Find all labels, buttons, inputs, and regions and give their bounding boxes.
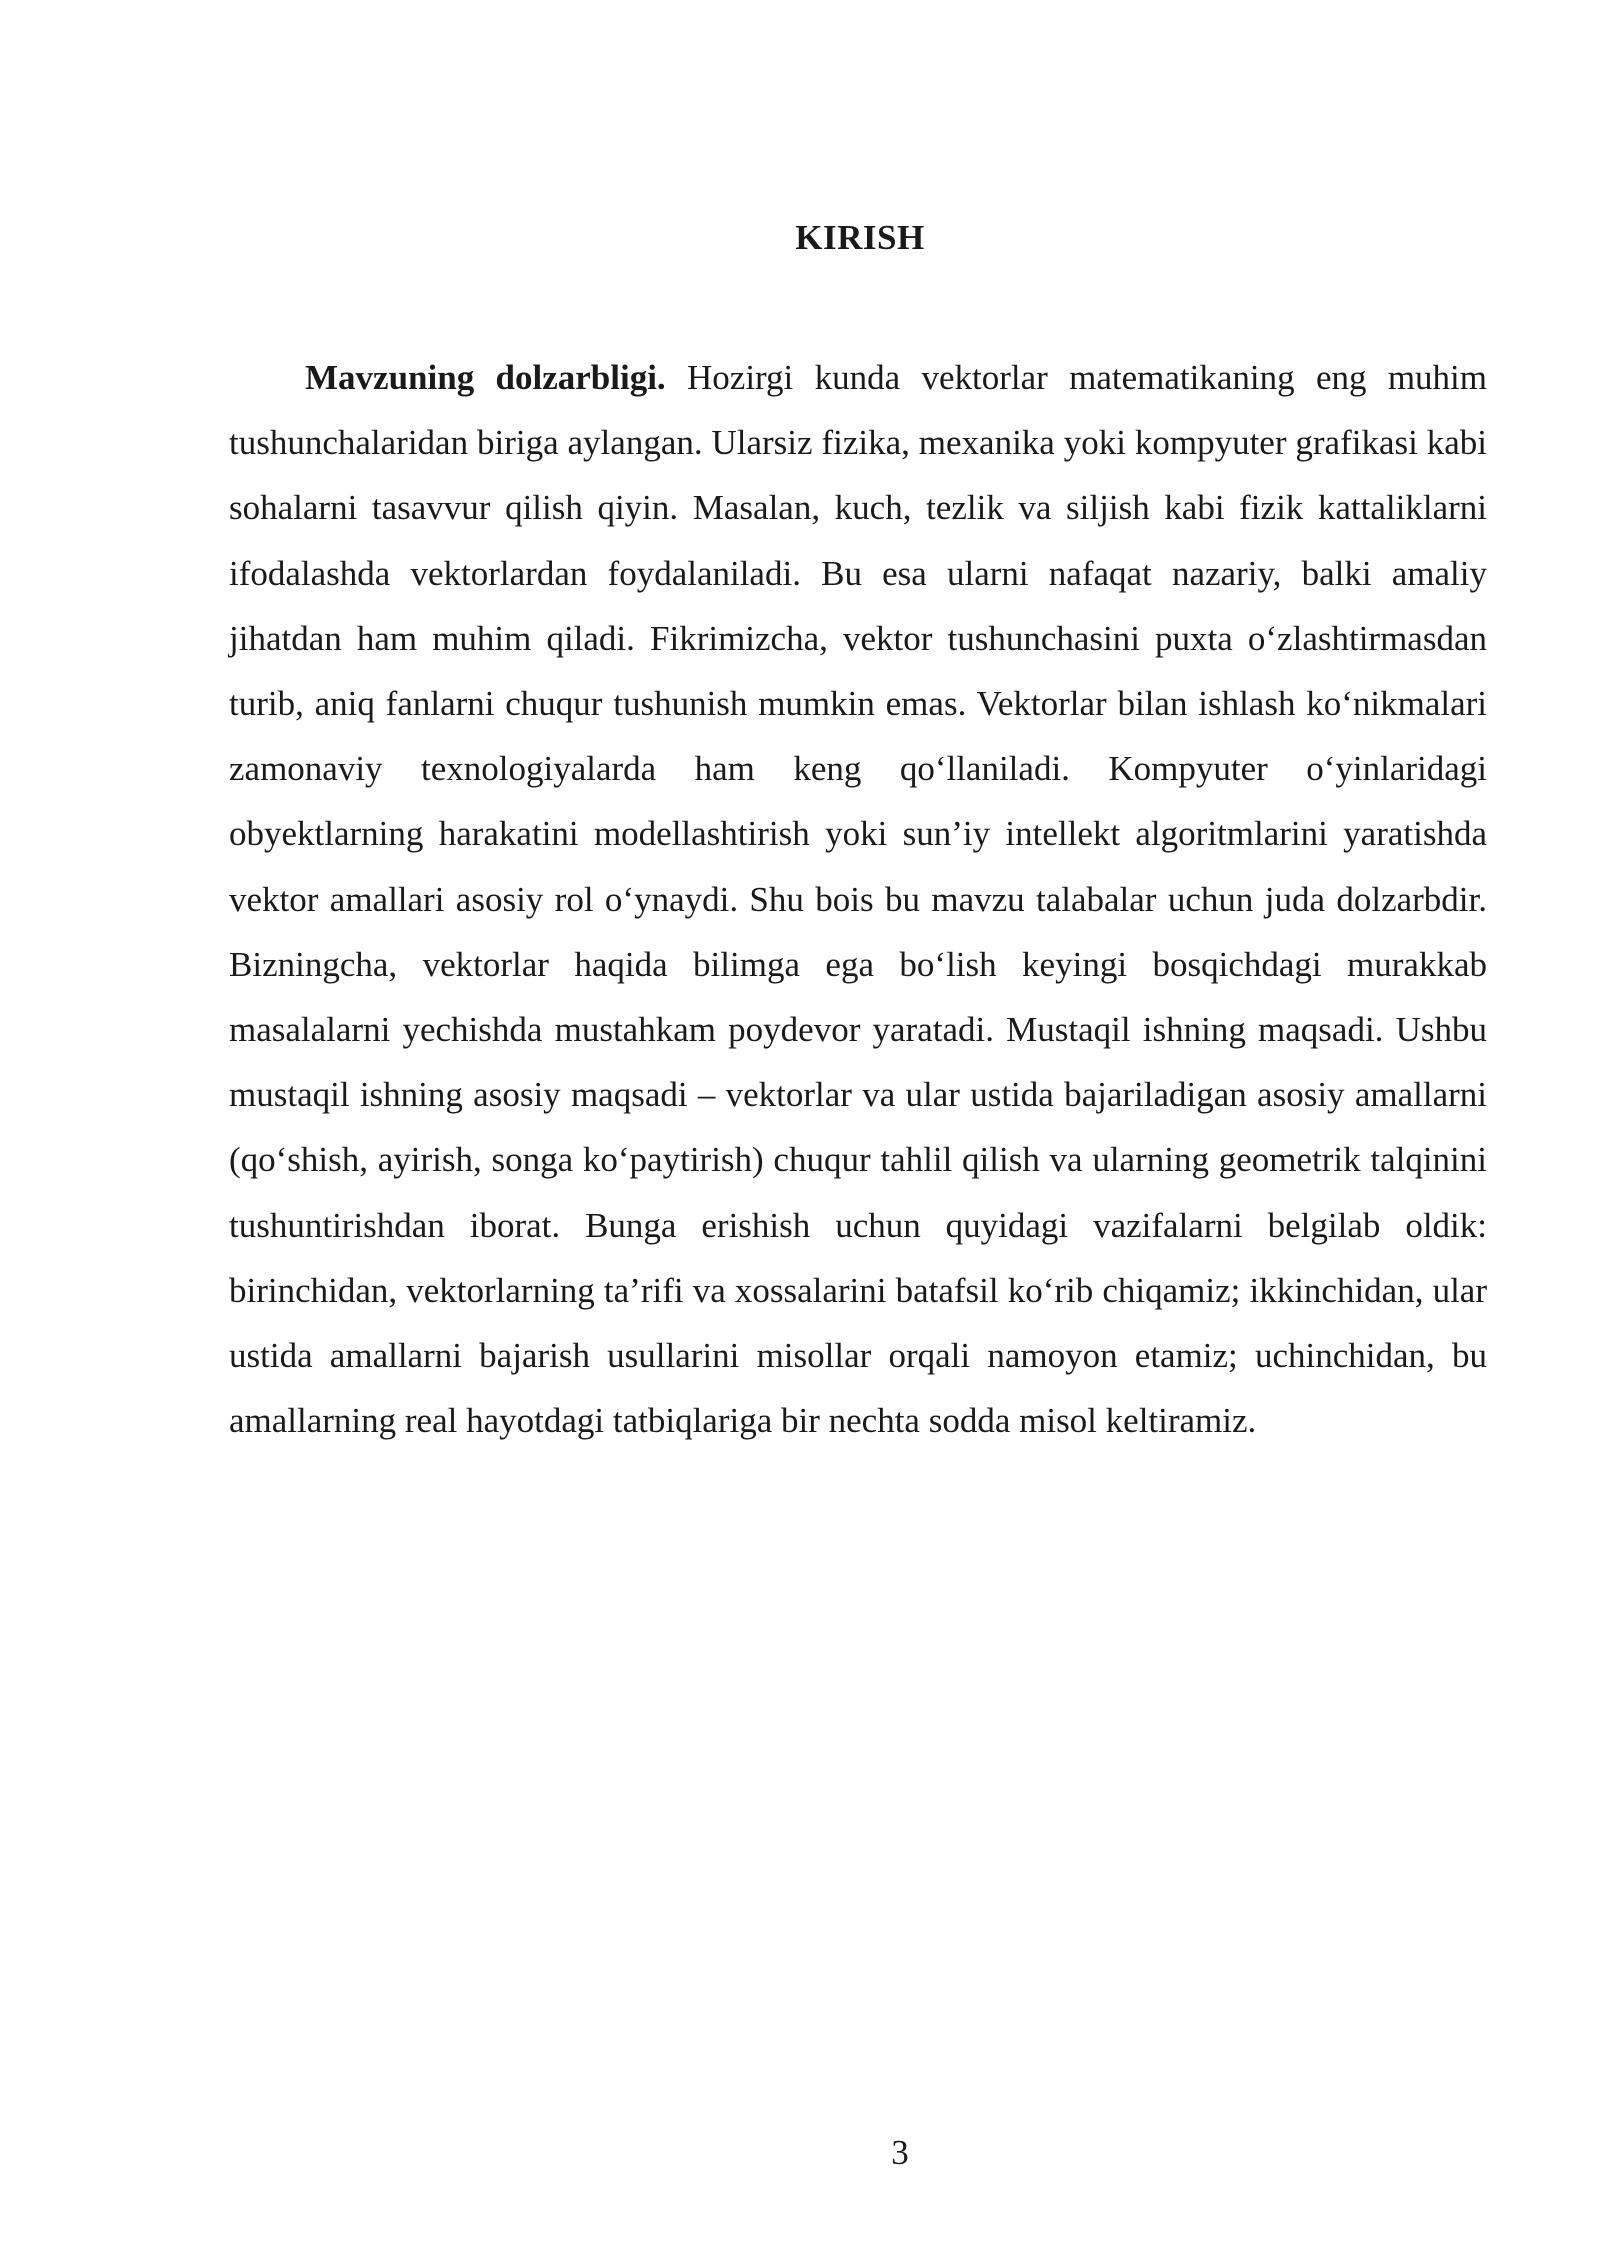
body-paragraph (229, 345, 1487, 1453)
page-number: 3 (891, 2133, 909, 2172)
paragraph-text: Hozirgi kunda vektorlar matematikaning eng muhim tushunchalaridan biriga aylangan. Ularsiz fizika, mexanika yoki kompyuter grafikasi kabi sohalarni tasavvur qilish qiyin. Masalan, kuch, tezlik va siljish kabi fizik kattaliklarni ifodalashda vektorlardan foydalaniladi. Bu esa ularni nafaqat nazariy, balki amaliy jihatdan ham muhim qiladi. Fikrimizcha, vektor tushunchasini puxta o‘zlashtirmasdan turib, aniq fanlarni chuqur tushunish mumkin emas. Vektorlar bilan ishlash ko‘nikmalari zamonaviy texnologiyalarda ham keng qo‘llaniladi. Kompyuter o‘yinlaridagi obyektlarning harakatini modellashtirish yoki sun’iy intellekt algoritmlarini yaratishda vektor amallari asosiy rol o‘ynaydi. Shu bois bu mavzu talabalar uchun juda dolzarbdir. Bizningcha, vektorlar haqida bilimga ega bo‘lish keyingi bosqichdagi murakkab masalalarni yechishda mustahkam poydevor yaratadi. Mustaqil ishning maqsadi. Ushbu mustaqil ishning asosiy maqsadi – vektorlar va ular ustida bajariladigan asosiy amallarni (qo‘shish, ayirish, songa ko‘paytirish) chuqur tahlil qilish va ularning geometrik talqinini tushuntirishdan iborat. Bunga erishish uchun quyidagi vazifalarni belgilab oldik: birinchidan, vektorlarning ta’rifi va xossalarini batafsil ko‘rib chiqamiz; ikkinchidan, ular ustida amallarni bajarish usullarini misollar orqali namoyon etamiz; uchinchidan, bu amallarning real hayotdagi tatbiqlariga bir nechta sodda misol keltiramiz. (229, 358, 1487, 1441)
section-heading: KIRISH (795, 218, 925, 257)
paragraph-lead: Mavzuning dolzarbligi. (305, 358, 666, 397)
